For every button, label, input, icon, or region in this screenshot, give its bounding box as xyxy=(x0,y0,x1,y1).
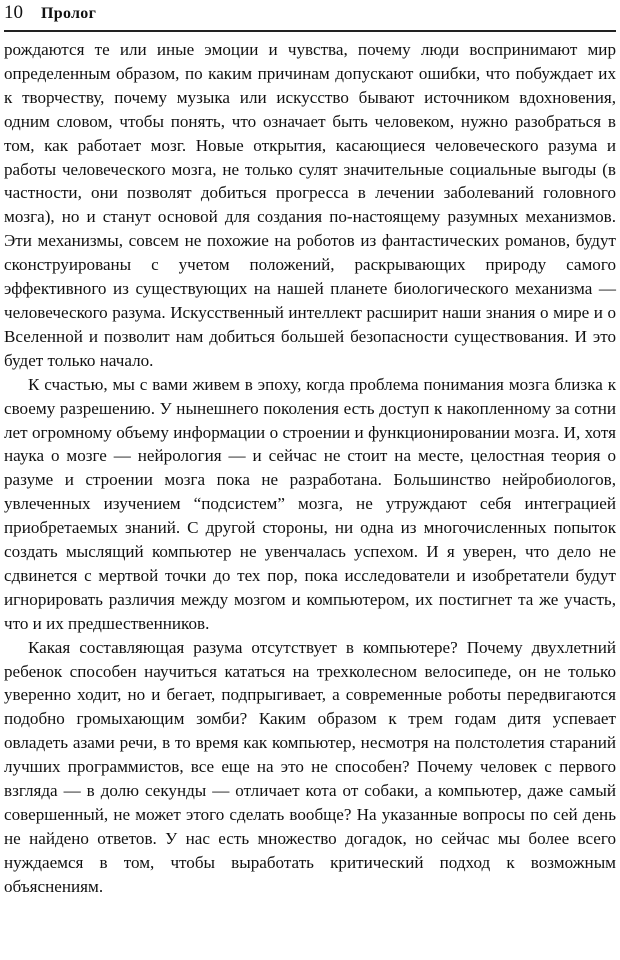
paragraph-2: К счастью, мы с вами живем в эпоху, когда проблема понимания мозга близка к своему разрешению. У нынешнего поколения есть доступ к накопленному за сотни лет огромному объему информации о строении и функционировании мозга. И, хотя наука о мозге — нейрология — и сейчас не стоит на месте, целостная теория о разуме и строении мозга пока не разработана. Большинство нейробиологов, увлеченных изучением “подсистем” мозга, не утруждают себя интеграцией приобретаемых знаний. С другой стороны, ни одна из многочисленных попыток создать мыслящий компьютер не увенчалась успехом. И я уверен, что дело не сдвинется с мертвой точки до тех пор, пока исследователи и изобретатели будут игнорировать различия между мозгом и компьютером, их постигнет та же участь, что и их предшественников. xyxy=(4,374,616,633)
page-number: 10 xyxy=(4,2,23,23)
paragraph-1: рождаются те или иные эмоции и чувства, почему люди воспринимают мир определенным образом, по каким причинам допускают ошибки, что побуждает их к творчеству, почему музыка или искусство бывают источником вдохновения, одним словом, чтобы понять, что означает быть человеком, нужно разобраться в том, как работает мозг. Новые открытия, касающиеся человеческого разума и работы человеческого мозга, не только сулят значительные социальные выгоды (в частности, они позволят добиться прогресса в лечении заболеваний головного мозга), но и станут основой для создания по-настоящему разумных механизмов. Эти механизмы, совсем не похожие на роботов из фантастических романов, будут сконструированы с учетом положений, раскрывающих природу самого эффективного из существующих на нашей планете биологического механизма — человеческого разума. Искусственный интеллект расширит наши знания о мире и о Вселенной и позволит нам добиться большей безопасности существования. И это будет только начало. xyxy=(4,40,616,370)
running-head xyxy=(4,2,616,26)
body-text xyxy=(4,38,616,899)
paragraph-3: Какая составляющая разума отсутствует в компьютере? Почему двухлетний ребенок способен научиться кататься на трехколесном велосипеде, он не только уверенно ходит, но и бегает, подпрыгивает, а современные роботы передвигаются подобно громыхающим зомби? Каким образом к трем годам дитя успевает овладеть азами речи, в то время как компьютер, несмотря на полстолетия стараний лучших программистов, все еще на это не способен? Почему человек с первого взгляда — в долю секунды — отличает кота от собаки, а компьютер, даже самый совершенный, не может этого сделать вообще? На указанные вопросы по сей день не найдено ответов. У нас есть множество догадок, но сейчас мы более всего нуждаемся в том, чтобы выработать критический подход к возможным объяснениям. xyxy=(4,637,616,896)
section-title: Пролог xyxy=(41,5,97,22)
header-rule xyxy=(4,30,616,32)
